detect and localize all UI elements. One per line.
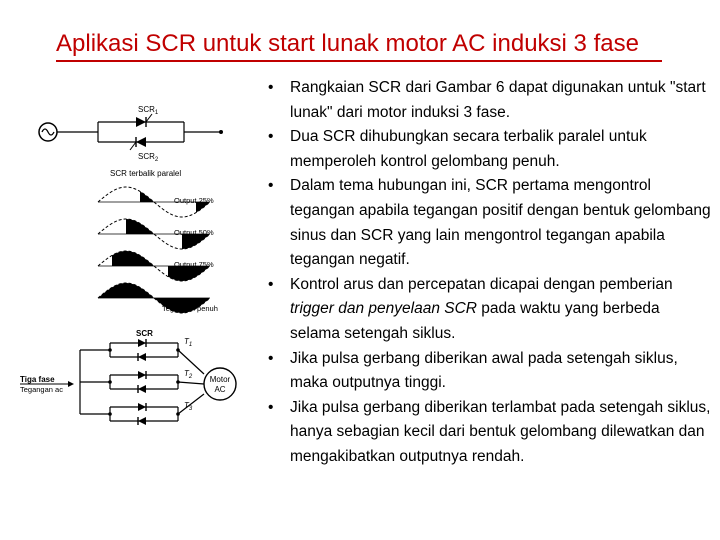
bullet-text: Rangkaian SCR dari Gambar 6 dapat digunakan untuk "start lunak" dari motor induksi 3 fase. [290, 79, 706, 121]
phase-label: $T_3$ [184, 401, 193, 412]
bullet-dot: • [268, 79, 274, 96]
bullet-list [264, 76, 712, 470]
bullet-item [264, 76, 712, 125]
scr-forward-icon [138, 403, 146, 411]
scr1-symbol-icon [136, 114, 152, 127]
bullet-text: Jika pulsa gerbang diberikan awal pada setengah siklus, maka outputnya tinggi. [290, 349, 678, 392]
scr1-label: $SCR_1$ [138, 105, 159, 116]
bullet-text: Kontrol arus dan percepatan dicapai dengan pemberian trigger dan penyelaan SCR pada waktu yang berbeda selama setengah siklus. [290, 275, 673, 342]
bullet-item [264, 347, 712, 396]
scr-reverse-icon [138, 353, 146, 361]
bullet-dot: • [268, 275, 274, 293]
scr2-label: $SCR_2$ [138, 152, 159, 163]
input-label-1: Tiga fase [20, 375, 55, 384]
bullet-text: Jika pulsa gerbang diberikan terlambat pada setengah siklus, hanya sebagian kecil dari bentuk gelombang dilewatkan dan mengakibatkan outputnya rendah. [290, 398, 711, 465]
waveform-label: Output 75% [174, 260, 214, 269]
scr-reverse-icon [138, 417, 146, 425]
motor-label-2: AC [214, 385, 226, 394]
bullet-item [264, 125, 712, 174]
waveform-group [98, 187, 218, 313]
motor-label-1: Motor [209, 375, 231, 384]
bullet-item [264, 273, 712, 347]
figure-svg [20, 92, 260, 452]
waveform-conducting-area [126, 219, 154, 234]
waveform-label: Output 50% [174, 228, 214, 237]
bullet-text: Dua SCR dihubungkan secara terbalik paralel untuk memperoleh kontrol gelombang penuh. [290, 128, 647, 170]
waveform-label: Tegangan penuh [162, 304, 218, 313]
scr-reverse-icon [138, 385, 146, 393]
scr-forward-icon [138, 371, 146, 379]
bullet-dot: • [268, 398, 274, 416]
waveform-conducting-area [98, 283, 154, 298]
bullet-dot: • [268, 177, 274, 195]
phase-label: $T_2$ [184, 369, 193, 380]
scr2-symbol-icon [130, 137, 146, 150]
scr-group-label: SCR [136, 329, 153, 338]
slide-title: Aplikasi SCR untuk start lunak motor AC induksi 3 fase [56, 30, 639, 57]
three-phase-scr-circuit [80, 337, 204, 425]
bullet-item [264, 174, 712, 272]
title-underline [56, 60, 662, 62]
bullet-dot: • [268, 349, 274, 367]
sine-symbol-icon [42, 129, 54, 135]
bullet-item [264, 396, 712, 470]
bullet-text: Dalam tema hubungan ini, SCR pertama mengontrol tegangan apabila tegangan positif dengan bentuk gelombang sinus dan SCR yang lain mengontrol tegangan apabila tegangan negatif. [290, 177, 711, 269]
input-label-2: Tegangan ac [20, 385, 63, 394]
scr-soft-start-figure [20, 92, 260, 452]
scr-forward-icon [138, 339, 146, 347]
waveform-conducting-area [112, 251, 154, 266]
phase-label: $T_1$ [184, 337, 193, 348]
bullet-dot: • [268, 128, 274, 146]
waveform-label: Output 25% [174, 196, 214, 205]
motor-icon [204, 368, 236, 400]
bullet-italic-text: trigger dan penyelaan SCR [290, 300, 477, 318]
scr-pair-caption: SCR terbalik paralel [110, 169, 182, 178]
